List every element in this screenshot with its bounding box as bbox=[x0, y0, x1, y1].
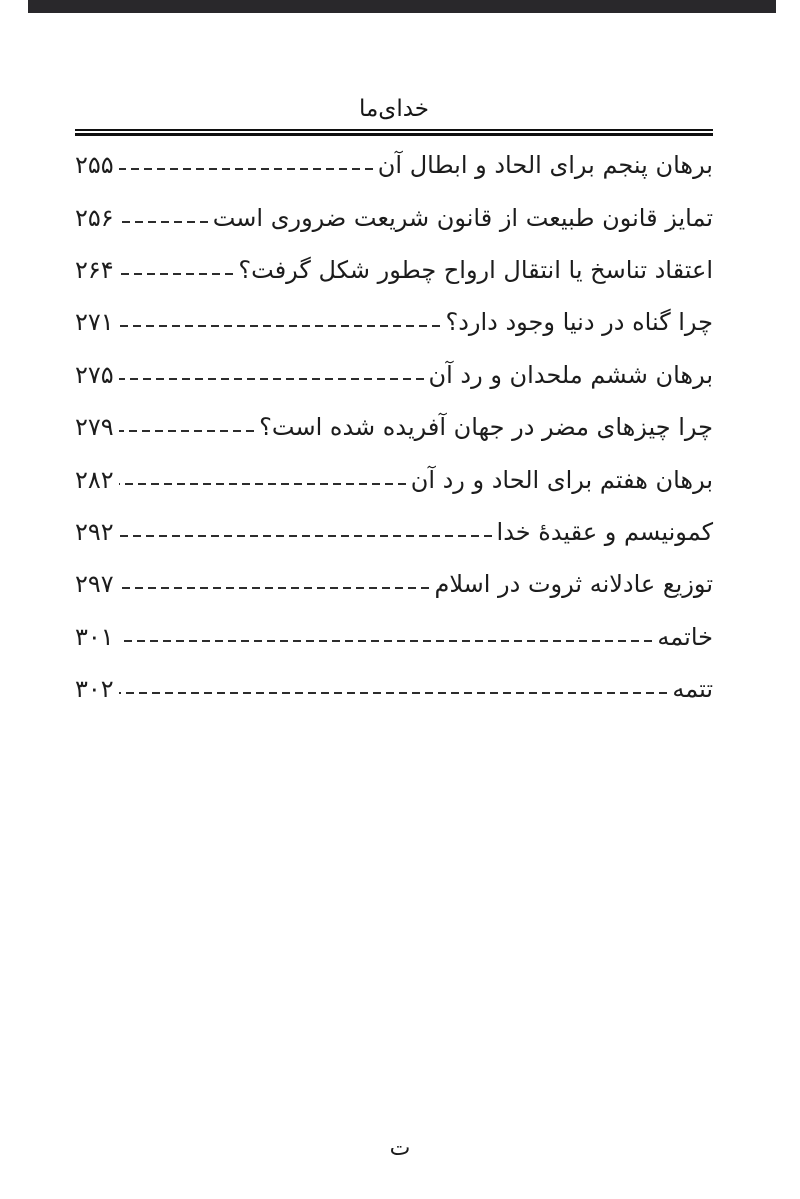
toc-entry bbox=[75, 191, 713, 243]
toc-entry-title: کمونیسم و عقیدهٔ خدا bbox=[496, 517, 713, 546]
toc-entry-title: برهان ششم ملحدان و رد آن bbox=[428, 360, 713, 389]
toc-entry bbox=[75, 611, 713, 663]
toc-entry-page-number: ۲۹۷ bbox=[75, 570, 114, 599]
dashed-leader bbox=[119, 325, 441, 327]
toc-entry bbox=[75, 558, 713, 610]
page-footer bbox=[0, 1134, 800, 1164]
toc-entry-title: چرا گناه در دنیا وجود دارد؟ bbox=[445, 308, 713, 337]
toc-entry bbox=[75, 401, 713, 453]
toc-entry-title: برهان پنجم برای الحاد و ابطال آن bbox=[377, 151, 713, 180]
footer-page-marker: ت bbox=[389, 1136, 411, 1161]
toc-entry-title: خاتمه bbox=[657, 622, 713, 651]
toc-entry-page-number: ۲۶۴ bbox=[75, 255, 114, 284]
toc-entry-page-number: ۲۷۹ bbox=[75, 413, 114, 442]
running-head-title: خدای‌ما bbox=[358, 96, 429, 122]
toc-entry bbox=[75, 663, 713, 715]
toc-entry-page-number: ۲۷۵ bbox=[75, 360, 114, 389]
dashed-leader bbox=[119, 535, 492, 537]
toc-entry-page-number: ۲۵۵ bbox=[75, 151, 114, 180]
toc-entry-page-number: ۳۰۱ bbox=[75, 622, 114, 651]
toc-entry-title: چرا چیزهای مضر در جهان آفریده شده است؟ bbox=[259, 413, 713, 442]
dashed-leader bbox=[119, 273, 234, 275]
toc-list bbox=[75, 139, 713, 715]
toc-entry-title: برهان هفتم برای الحاد و رد آن bbox=[410, 465, 713, 494]
dashed-leader bbox=[119, 640, 653, 642]
dashed-leader bbox=[119, 378, 424, 380]
dashed-leader bbox=[119, 692, 668, 694]
toc-entry-title: توزیع عادلانه ثروت در اسلام bbox=[434, 570, 713, 599]
toc-entry-page-number: ۲۸۲ bbox=[75, 465, 114, 494]
toc-entry bbox=[75, 349, 713, 401]
dashed-leader bbox=[119, 168, 373, 170]
toc-entry bbox=[75, 296, 713, 348]
dashed-leader bbox=[119, 587, 430, 589]
toc-entry-title: تمایز قانون طبیعت از قانون شریعت ضروری است bbox=[212, 203, 713, 232]
toc-entry bbox=[75, 244, 713, 296]
toc-entry-title: تتمه bbox=[672, 675, 713, 704]
top-bar bbox=[28, 0, 776, 13]
dashed-leader bbox=[119, 430, 254, 432]
header-double-rule bbox=[75, 129, 713, 136]
page-header bbox=[75, 94, 713, 136]
toc-entry bbox=[75, 453, 713, 505]
toc-entry-page-number: ۲۷۱ bbox=[75, 308, 114, 337]
toc-entry-title: اعتقاد تناسخ یا انتقال ارواح چطور شکل گرفت؟ bbox=[238, 255, 713, 284]
toc-entry bbox=[75, 506, 713, 558]
toc-entry-page-number: ۲۹۲ bbox=[75, 517, 114, 546]
dashed-leader bbox=[119, 483, 406, 485]
dashed-leader bbox=[119, 221, 208, 223]
toc-entry bbox=[75, 139, 713, 191]
toc-entry-page-number: ۲۵۶ bbox=[75, 203, 114, 232]
toc-entry-page-number: ۳۰۲ bbox=[75, 675, 114, 704]
